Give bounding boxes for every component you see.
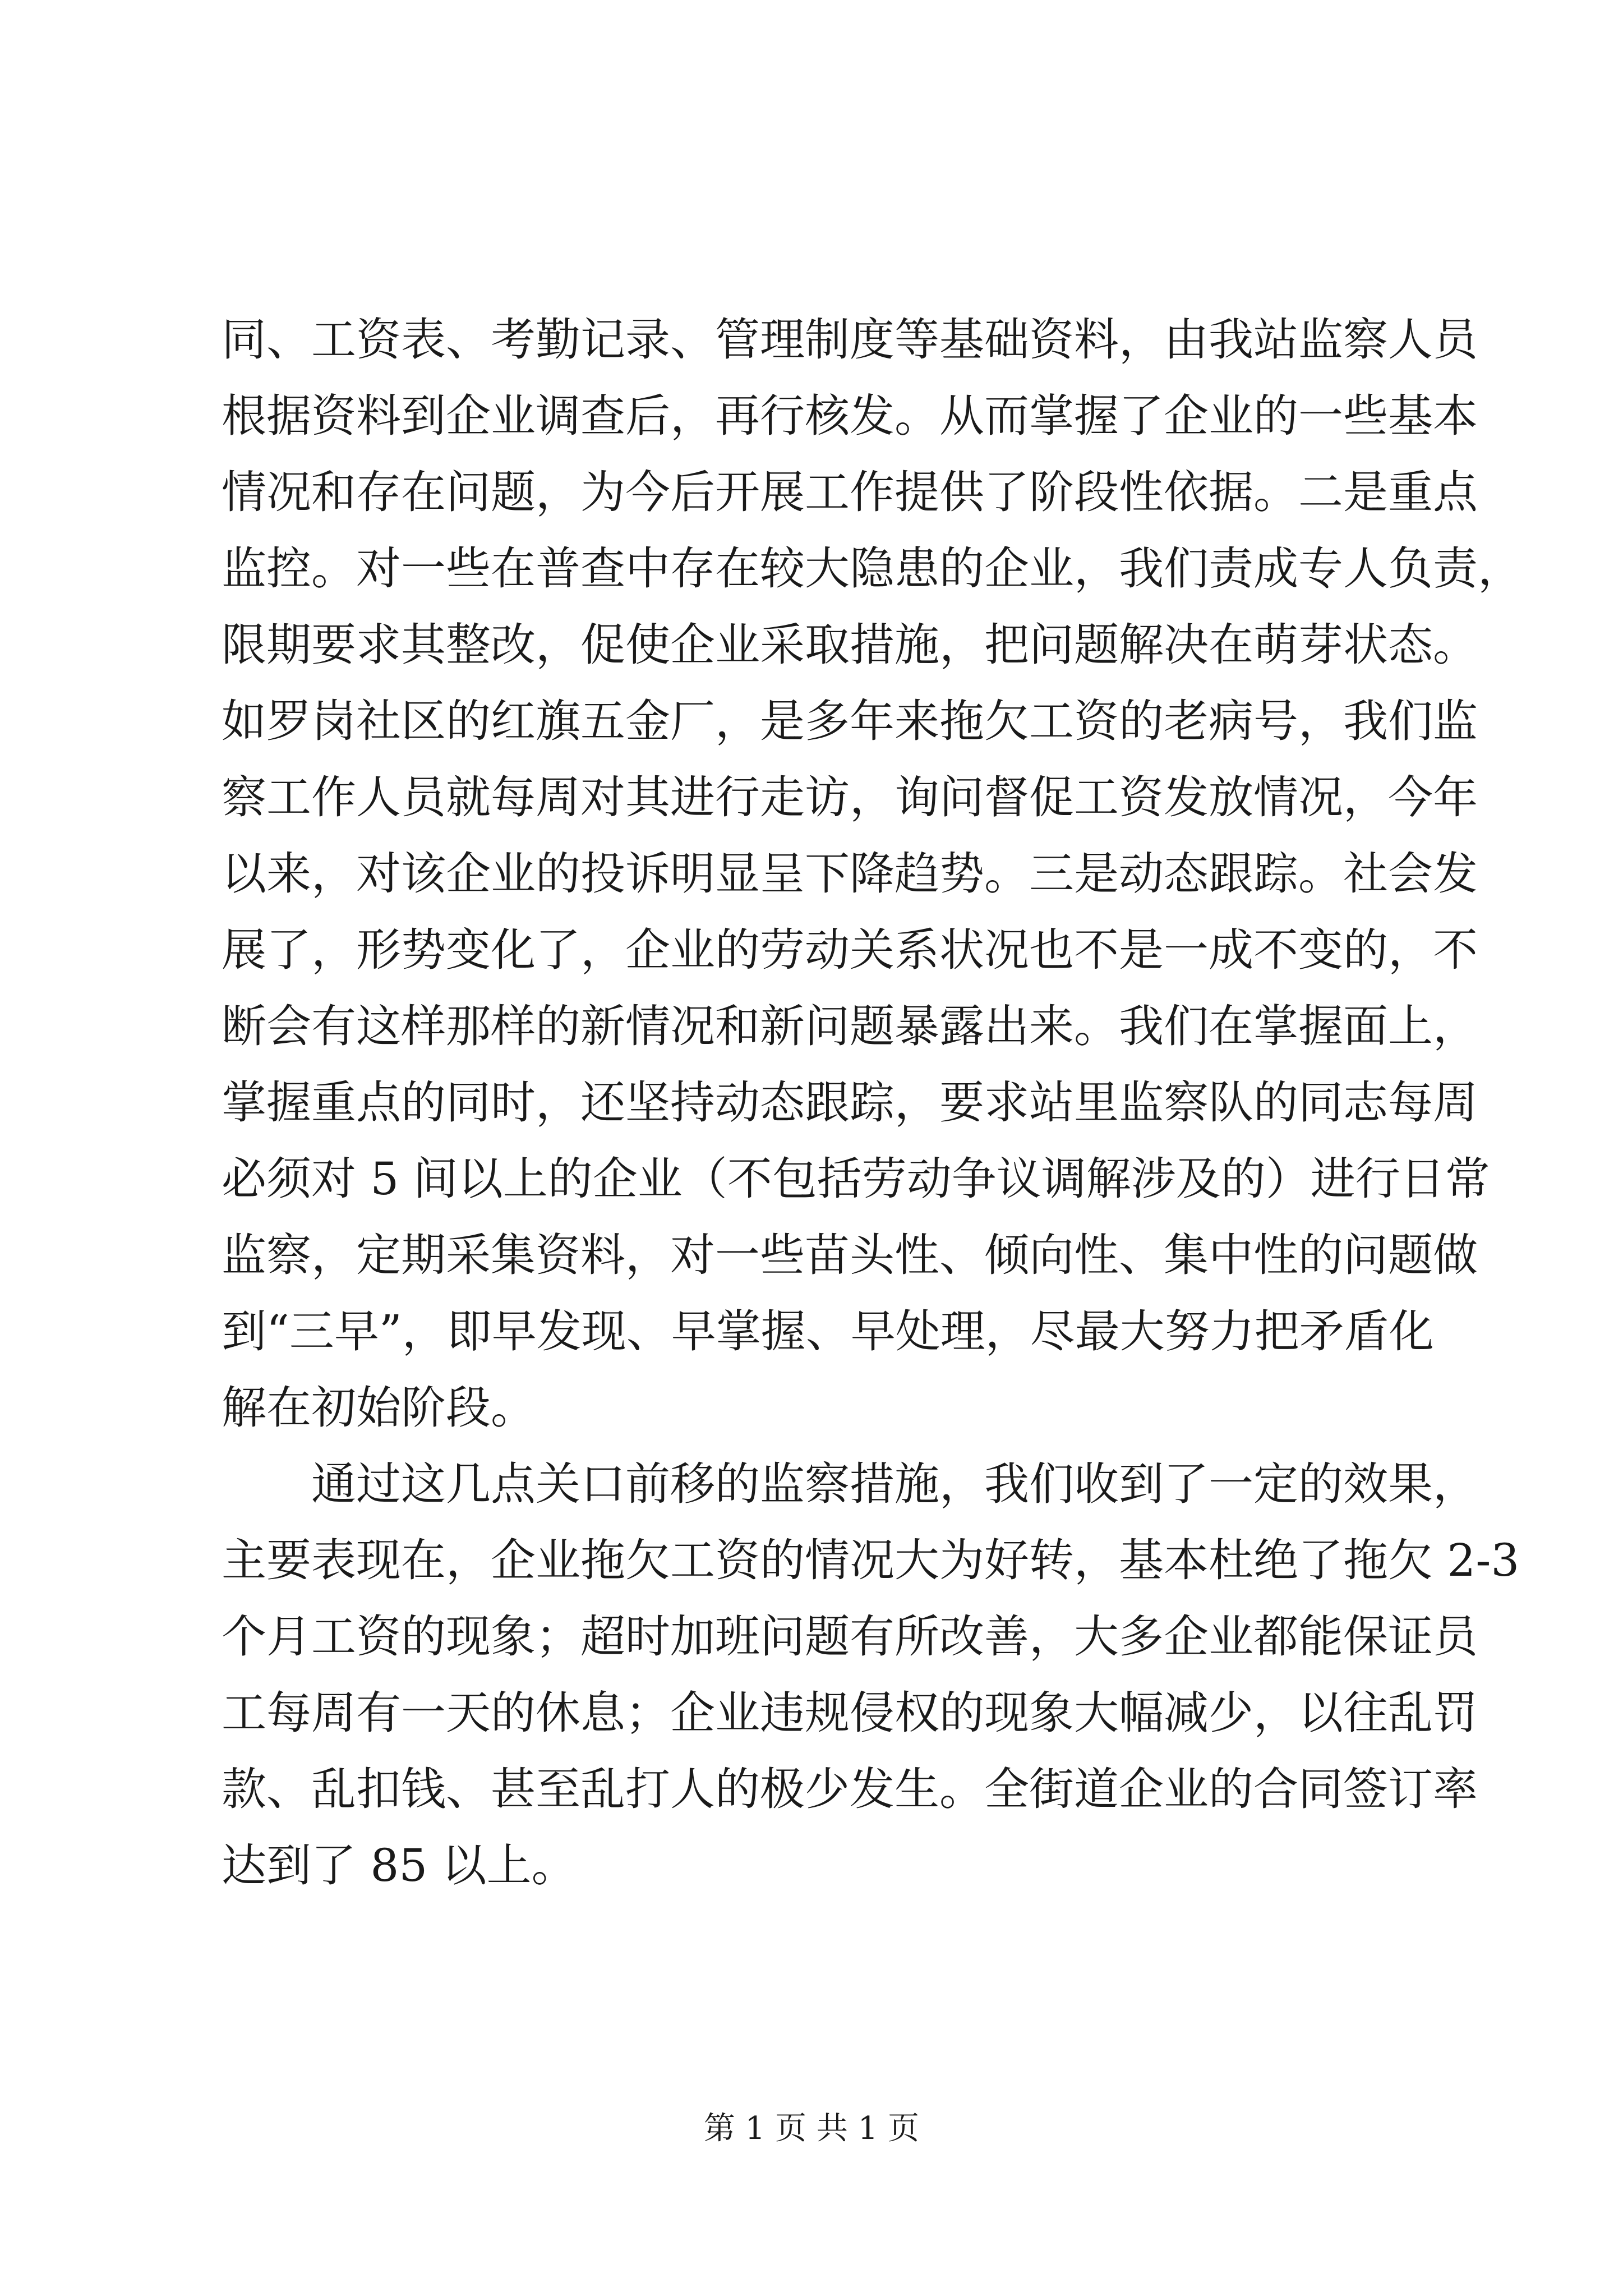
text-line: 工每周有一天的休息；企业违规侵权的现象大幅减少，以往乱罚 (222, 1687, 1478, 1739)
text-line: 款、乱扣钱、甚至乱打人的极少发生。全街道企业的合同签订率 (222, 1763, 1478, 1815)
text-line: 展了，形势变化了，企业的劳动关系状况也不是一成不变的，不 (222, 924, 1478, 976)
page-number-footer: 第 1 页 共 1 页 (703, 2110, 920, 2147)
text-line: 情况和存在问题，为今后开展工作提供了阶段性依据。二是重点 (222, 466, 1478, 518)
text-line: 断会有这样那样的新情况和新问题暴露出来。我们在掌握面上， (222, 1000, 1478, 1052)
text-line: 以来，对该企业的投诉明显呈下降趋势。三是动态跟踪。社会发 (222, 848, 1478, 900)
text-line: 限期要求其整改，促使企业采取措施，把问题解决在萌芽状态。 (222, 619, 1478, 671)
text-line: 达到了 85 以上。 (222, 1839, 577, 1892)
text-line: 解在初始阶段。 (222, 1382, 536, 1434)
text-line: 监察，定期采集资料，对一些苗头性、倾向性、集中性的问题做 (222, 1229, 1478, 1281)
text-line: 个月工资的现象；超时加班问题有所改善，大多企业都能保证员 (222, 1611, 1478, 1663)
text-line: 同、工资表、考勤记录、管理制度等基础资料，由我站监察人员 (222, 314, 1478, 366)
paragraph-first-line: 通过这几点关口前移的监察措施，我们收到了一定的效果， (311, 1458, 1478, 1510)
text-line: 主要表现在，企业拖欠工资的情况大为好转，基本杜绝了拖欠 2-3 (222, 1534, 1520, 1586)
text-line: 必须对 5 间以上的企业（不包括劳动争议调解涉及的）进行日常 (222, 1153, 1490, 1205)
text-line: 到“三早”，即早发现、早掌握、早处理，尽最大努力把矛盾化 (222, 1305, 1434, 1358)
text-line: 根据资料到企业调查后，再行核发。从而掌握了企业的一些基本 (222, 390, 1478, 442)
text-line: 如罗岗社区的红旗五金厂，是多年来拖欠工资的老病号，我们监 (222, 695, 1478, 747)
document-body (222, 302, 1523, 1904)
text-line: 监控。对一些在普查中存在较大隐患的企业，我们责成专人负责， (222, 542, 1523, 595)
text-line: 掌握重点的同时，还坚持动态跟踪，要求站里监察队的同志每周 (222, 1076, 1478, 1129)
text-line: 察工作人员就每周对其进行走访，询问督促工资发放情况，今年 (222, 771, 1478, 823)
